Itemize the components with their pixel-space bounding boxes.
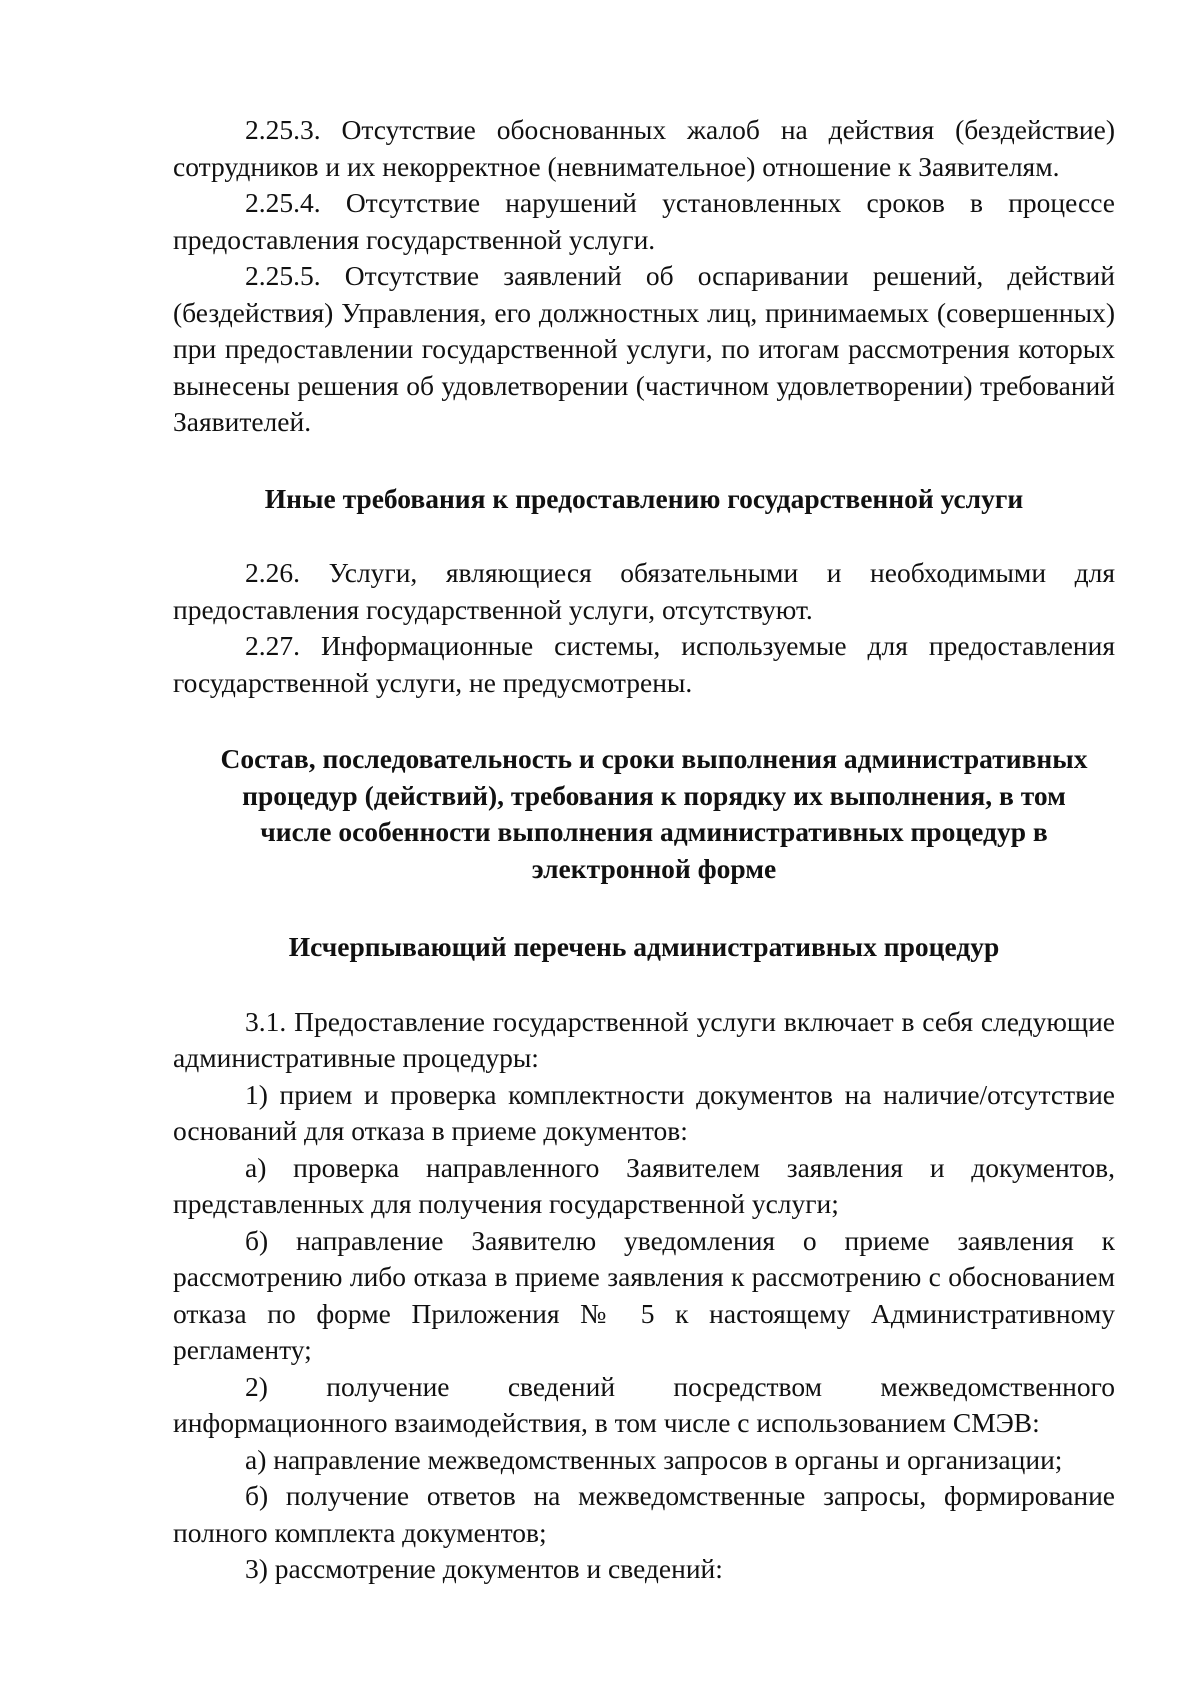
paragraph-2-25-3: 2.25.3. Отсутствие обоснованных жалоб на действия (бездействие) сотрудников и их некорректное (невнимательное) отношение к Заявителям. xyxy=(173,114,1115,182)
paragraph-2-27: 2.27. Информационные системы, используемые для предоставления государственной услуги, не предусмотрены. xyxy=(173,630,1115,698)
paragraph-3-1: 3.1. Предоставление государственной услуги включает в себя следующие административные процедуры: xyxy=(173,1005,1115,1073)
heading-procedures-list: Исчерпывающий перечень административных процедур xyxy=(288,931,1000,962)
paragraph-2-25-5: 2.25.5. Отсутствие заявлений об оспаривании решений, действий (бездействия) Управления, его должностных лиц, принимаемых (совершенных) при предоставлении государственной услуги, по итогам рассмотрения которых вынесены решения об удовлетворении (частичном удовлетворении) требований Заявителей. xyxy=(173,260,1115,437)
list-item-2b: б) получение ответов на межведомственные запросы, формирование полного комплекта документов; xyxy=(173,1480,1115,1548)
list-item-1: 1) прием и проверка комплектности документов на наличие/отсутствие оснований для отказа в приеме документов: xyxy=(173,1078,1115,1146)
list-item-1b: б) направление Заявителю уведомления о приеме заявления к рассмотрению либо отказа в приеме заявления к рассмотрению с обоснованием отказа по форме Приложения № 5 к настоящему Административному регламенту; xyxy=(173,1224,1115,1365)
document-page xyxy=(173,112,1115,1588)
paragraph-2-26: 2.26. Услуги, являющиеся обязательными и необходимыми для предоставления государственной услуги, отсутствуют. xyxy=(173,557,1115,625)
heading-other-requirements: Иные требования к предоставлению государственной услуги xyxy=(264,482,1024,514)
paragraph-2-25-4: 2.25.4. Отсутствие нарушений установленных сроков в процессе предоставления государственной услуги. xyxy=(173,187,1115,255)
list-item-3: 3) рассмотрение документов и сведений: xyxy=(245,1553,723,1584)
list-item-2a: а) направление межведомственных запросов в органы и организации; xyxy=(245,1443,1063,1475)
list-item-2: 2) получение сведений посредством межведомственного информационного взаимодействия, в том числе с использованием СМЭВ: xyxy=(173,1370,1115,1438)
list-item-1a: а) проверка направленного Заявителем заявления и документов, представленных для получения государственной услуги; xyxy=(173,1151,1115,1219)
heading-section-3: Состав, последовательность и сроки выполнения административных процедур (действий), требования к порядку их выполнения, в том числе особенности выполнения административных процедур в электронной форме xyxy=(220,743,1088,884)
